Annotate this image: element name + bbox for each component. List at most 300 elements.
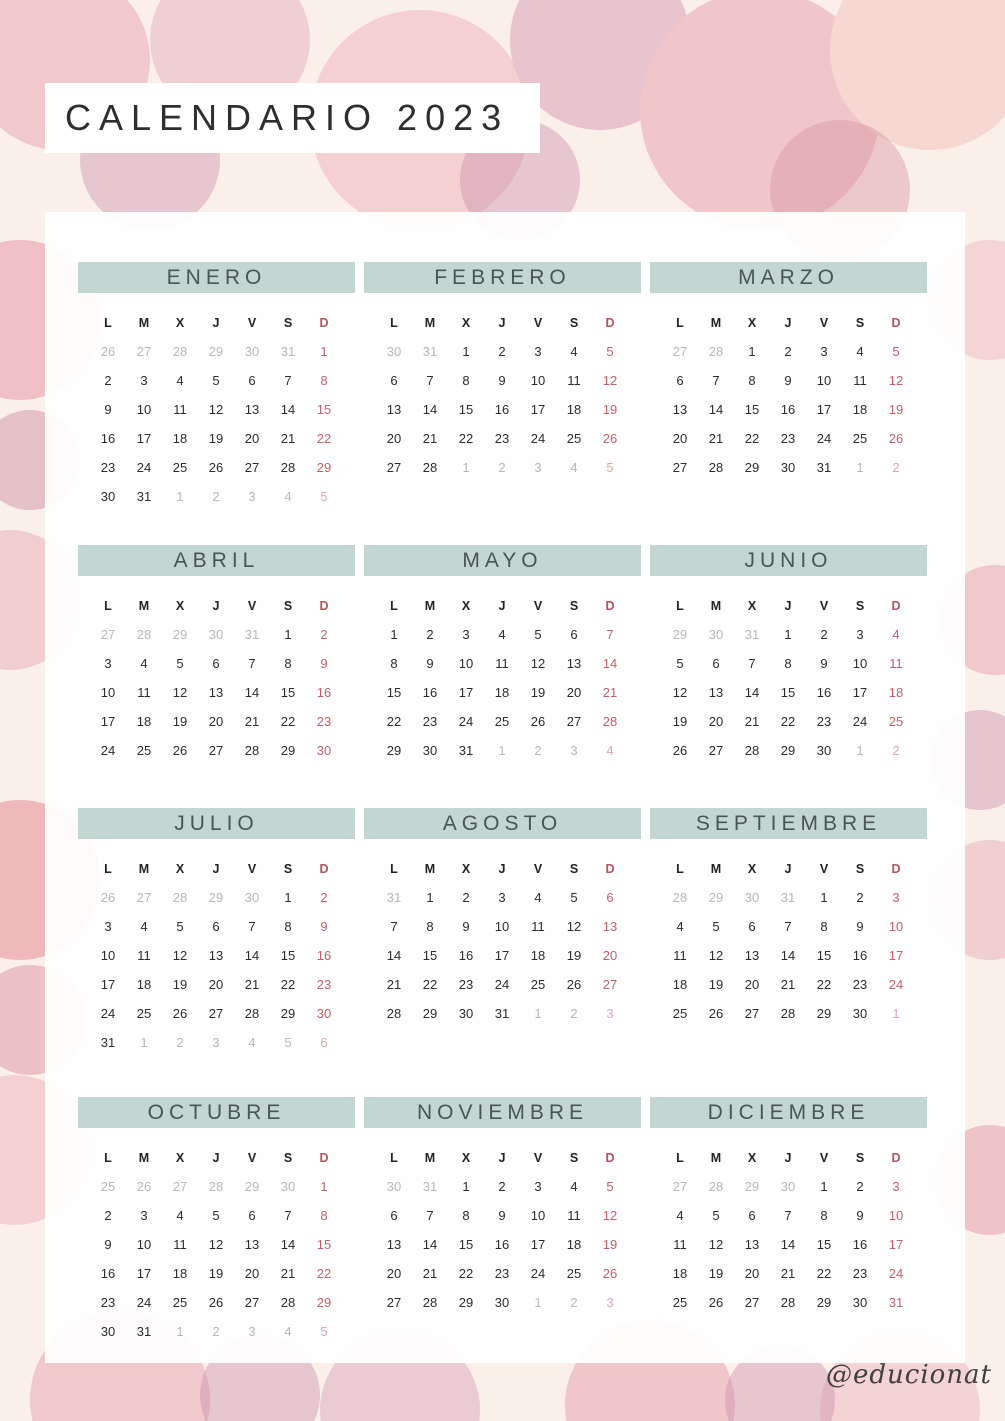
day-cell: 5 [534, 627, 542, 642]
day-cell: 20 [244, 431, 260, 446]
day-cell: 8 [820, 919, 828, 934]
day-cell: 31 [816, 460, 832, 475]
day-cell: 5 [676, 656, 684, 671]
day-cell: 6 [248, 1208, 256, 1223]
day-cell-other-month: 2 [534, 743, 542, 758]
weekday-label: M [138, 862, 150, 876]
week-row [90, 429, 355, 458]
day-cell: 27 [672, 460, 688, 475]
day-cell: 31 [100, 1035, 116, 1050]
month-agosto [364, 808, 641, 1033]
day-cell: 7 [784, 919, 792, 934]
day-cell: 25 [888, 714, 904, 729]
day-cell: 30 [852, 1006, 868, 1021]
weekday-label: J [212, 599, 220, 613]
day-cell: 22 [386, 714, 402, 729]
day-cell: 26 [208, 1295, 224, 1310]
weekday-label: D [319, 862, 329, 876]
weekday-label: M [710, 316, 722, 330]
day-cell: 17 [458, 685, 474, 700]
day-cell: 20 [602, 948, 618, 963]
day-cell-other-month: 31 [386, 890, 402, 905]
day-cell-other-month: 29 [208, 890, 224, 905]
weekday-label: S [855, 862, 865, 876]
week-row [662, 683, 927, 712]
day-cell-other-month: 28 [672, 890, 688, 905]
day-cell: 30 [316, 743, 332, 758]
day-cell: 16 [458, 948, 474, 963]
month-header: NOVIEMBRE [364, 1097, 641, 1128]
day-cell: 20 [208, 977, 224, 992]
day-cell: 26 [672, 743, 688, 758]
day-cell-other-month: 5 [606, 460, 614, 475]
day-cell: 7 [248, 919, 256, 934]
day-cell-other-month: 28 [172, 344, 188, 359]
weekday-label: D [319, 316, 329, 330]
day-cell: 22 [316, 431, 332, 446]
day-cell: 15 [816, 1237, 832, 1252]
week-row [376, 1206, 641, 1235]
day-cell: 25 [172, 460, 188, 475]
day-cell-other-month: 4 [606, 743, 614, 758]
day-cell: 23 [458, 977, 474, 992]
day-cell: 15 [744, 402, 760, 417]
week-row [662, 625, 927, 654]
day-cell: 20 [708, 714, 724, 729]
day-cell: 2 [856, 1179, 864, 1194]
week-row [90, 1235, 355, 1264]
day-cell: 17 [816, 402, 832, 417]
day-cell: 7 [426, 1208, 434, 1223]
day-cell: 27 [208, 743, 224, 758]
day-cell-other-month: 31 [280, 344, 296, 359]
week-row [376, 741, 641, 770]
weekday-label: V [247, 1151, 257, 1165]
day-cell-other-month: 3 [248, 489, 256, 504]
month-header: JUNIO [650, 545, 927, 576]
day-cell: 6 [748, 1208, 756, 1223]
day-cell-other-month: 1 [856, 460, 864, 475]
day-cell: 31 [888, 1295, 904, 1310]
day-cell: 27 [208, 1006, 224, 1021]
day-cell: 7 [248, 656, 256, 671]
day-cell: 3 [534, 344, 542, 359]
day-cell: 6 [212, 919, 220, 934]
day-cell: 10 [852, 656, 868, 671]
day-cell: 15 [780, 685, 796, 700]
day-cell-other-month: 29 [744, 1179, 760, 1194]
day-cell: 27 [386, 1295, 402, 1310]
day-cell-other-month: 26 [136, 1179, 152, 1194]
day-cell: 7 [390, 919, 398, 934]
week-row [376, 458, 641, 487]
day-cell: 7 [784, 1208, 792, 1223]
month-header: ABRIL [78, 545, 355, 576]
day-cell: 19 [672, 714, 688, 729]
day-cell: 26 [172, 743, 188, 758]
weekday-label: S [569, 316, 579, 330]
day-cell: 6 [676, 373, 684, 388]
day-cell: 22 [780, 714, 796, 729]
weekday-label: S [283, 862, 293, 876]
weekday-header-row [662, 859, 927, 888]
day-cell: 10 [136, 402, 152, 417]
week-row [90, 400, 355, 429]
day-cell: 26 [602, 1266, 618, 1281]
day-cell-other-month: 29 [172, 627, 188, 642]
day-cell: 14 [244, 685, 260, 700]
day-cell: 16 [100, 431, 116, 446]
month-marzo [650, 262, 927, 487]
day-cell: 24 [530, 431, 546, 446]
day-cell: 9 [784, 373, 792, 388]
week-row [376, 371, 641, 400]
weekday-label: V [247, 862, 257, 876]
day-cell: 27 [386, 460, 402, 475]
day-cell: 16 [494, 402, 510, 417]
day-cell: 6 [606, 890, 614, 905]
day-cell: 25 [172, 1295, 188, 1310]
weekday-label: L [104, 599, 112, 613]
day-cell: 29 [780, 743, 796, 758]
day-cell: 26 [708, 1006, 724, 1021]
day-cell: 29 [422, 1006, 438, 1021]
weekday-label: X [175, 862, 185, 876]
day-cell: 14 [280, 402, 296, 417]
week-row [662, 946, 927, 975]
day-cell: 8 [284, 656, 292, 671]
week-row [662, 1206, 927, 1235]
weekday-label: L [104, 316, 112, 330]
day-cell: 21 [280, 1266, 296, 1281]
day-cell: 17 [888, 1237, 904, 1252]
weekday-label: S [283, 316, 293, 330]
day-cell: 25 [852, 431, 868, 446]
day-cell: 8 [426, 919, 434, 934]
day-cell: 14 [780, 1237, 796, 1252]
week-row [662, 1004, 927, 1033]
day-cell: 17 [136, 431, 152, 446]
day-cell: 28 [708, 460, 724, 475]
day-cell-other-month: 30 [208, 627, 224, 642]
day-cell: 28 [422, 460, 438, 475]
weekday-label: X [175, 316, 185, 330]
day-cell: 13 [566, 656, 582, 671]
day-cell: 10 [530, 1208, 546, 1223]
day-cell: 30 [780, 460, 796, 475]
day-cell: 1 [784, 627, 792, 642]
day-cell: 21 [744, 714, 760, 729]
weekday-label: V [819, 862, 829, 876]
day-cell: 3 [104, 919, 112, 934]
day-cell: 22 [458, 431, 474, 446]
weekday-label: M [424, 316, 436, 330]
day-cell: 9 [820, 656, 828, 671]
weekday-label: L [676, 862, 684, 876]
day-cell: 24 [852, 714, 868, 729]
day-cell: 3 [820, 344, 828, 359]
week-row [90, 654, 355, 683]
weekday-label: L [676, 599, 684, 613]
day-cell: 26 [708, 1295, 724, 1310]
day-cell: 11 [853, 373, 867, 388]
weekday-label: L [390, 1151, 398, 1165]
day-cell: 8 [320, 1208, 328, 1223]
day-cell: 8 [820, 1208, 828, 1223]
week-row [90, 625, 355, 654]
day-cell-other-month: 28 [708, 1179, 724, 1194]
day-cell: 16 [100, 1266, 116, 1281]
day-cell-other-month: 30 [780, 1179, 796, 1194]
weekday-header-row [90, 1148, 355, 1177]
day-cell: 12 [172, 948, 188, 963]
day-cell: 24 [100, 743, 116, 758]
day-cell: 12 [566, 919, 582, 934]
day-cell: 13 [602, 919, 618, 934]
week-row [376, 683, 641, 712]
day-cell: 4 [140, 919, 148, 934]
day-cell-other-month: 4 [248, 1035, 256, 1050]
day-cell: 7 [748, 656, 756, 671]
day-cell-other-month: 30 [244, 890, 260, 905]
week-row [376, 1235, 641, 1264]
day-cell: 23 [780, 431, 796, 446]
week-row [376, 888, 641, 917]
weekday-label: J [212, 1151, 220, 1165]
day-cell: 17 [100, 714, 116, 729]
day-cell: 24 [816, 431, 832, 446]
day-cell: 6 [390, 373, 398, 388]
day-cell: 22 [280, 714, 296, 729]
day-cell: 6 [248, 373, 256, 388]
day-cell: 27 [602, 977, 618, 992]
day-cell: 16 [494, 1237, 510, 1252]
day-cell: 29 [816, 1006, 832, 1021]
day-cell: 17 [494, 948, 510, 963]
weekday-label: J [212, 862, 220, 876]
day-cell: 12 [602, 373, 618, 388]
weekday-label: M [710, 1151, 722, 1165]
day-cell: 24 [888, 1266, 904, 1281]
day-cell: 21 [780, 977, 796, 992]
day-cell-other-month: 27 [136, 344, 152, 359]
month-header: FEBRERO [364, 262, 641, 293]
week-row [662, 888, 927, 917]
weekday-label: X [461, 599, 471, 613]
day-cell-other-month: 27 [172, 1179, 188, 1194]
day-cell: 12 [708, 1237, 724, 1252]
day-cell: 14 [708, 402, 724, 417]
day-cell: 31 [136, 489, 152, 504]
day-cell: 7 [284, 373, 292, 388]
weekday-label: M [138, 1151, 150, 1165]
day-cell: 18 [566, 1237, 582, 1252]
day-cell: 27 [244, 460, 260, 475]
day-cell: 10 [100, 685, 116, 700]
day-cell: 26 [602, 431, 618, 446]
weekday-label: V [533, 1151, 543, 1165]
weekday-label: L [390, 316, 398, 330]
day-cell: 31 [458, 743, 474, 758]
day-cell: 17 [888, 948, 904, 963]
day-cell-other-month: 2 [570, 1006, 578, 1021]
day-cell: 29 [280, 743, 296, 758]
day-cell: 4 [534, 890, 542, 905]
weekday-label: J [784, 862, 792, 876]
day-cell: 1 [390, 627, 398, 642]
day-cell: 22 [280, 977, 296, 992]
day-cell: 8 [390, 656, 398, 671]
weekday-label: S [569, 1151, 579, 1165]
day-cell-other-month: 30 [244, 344, 260, 359]
day-cell: 11 [567, 373, 581, 388]
day-cell: 13 [386, 1237, 402, 1252]
day-cell-other-month: 2 [570, 1295, 578, 1310]
day-cell: 21 [280, 431, 296, 446]
day-cell: 5 [212, 1208, 220, 1223]
weekday-label: S [283, 1151, 293, 1165]
weekday-label: L [390, 599, 398, 613]
weekday-label: X [747, 1151, 757, 1165]
day-cell: 11 [567, 1208, 581, 1223]
weekday-label: V [533, 316, 543, 330]
day-cell: 14 [280, 1237, 296, 1252]
week-row [662, 1264, 927, 1293]
day-cell: 21 [422, 431, 438, 446]
day-cell-other-month: 27 [136, 890, 152, 905]
day-cell: 5 [176, 656, 184, 671]
day-cell: 1 [426, 890, 434, 905]
day-cell: 25 [672, 1295, 688, 1310]
weekday-label: D [605, 316, 615, 330]
day-cell-other-month: 25 [100, 1179, 116, 1194]
day-cell-other-month: 4 [284, 489, 292, 504]
day-cell-other-month: 2 [176, 1035, 184, 1050]
day-cell: 20 [566, 685, 582, 700]
signature: @educionat [826, 1360, 992, 1390]
day-cell-other-month: 1 [462, 460, 470, 475]
week-row [662, 712, 927, 741]
day-cell-other-month: 30 [280, 1179, 296, 1194]
day-cell: 22 [816, 1266, 832, 1281]
month-julio [78, 808, 355, 1062]
day-cell-other-month: 3 [212, 1035, 220, 1050]
day-cell: 13 [744, 1237, 760, 1252]
week-row [376, 625, 641, 654]
day-cell: 24 [100, 1006, 116, 1021]
day-cell: 2 [320, 627, 328, 642]
day-cell: 29 [386, 743, 402, 758]
day-cell: 18 [172, 1266, 188, 1281]
day-cell: 6 [570, 627, 578, 642]
day-cell: 10 [888, 919, 904, 934]
day-cell: 24 [888, 977, 904, 992]
day-cell-other-month: 3 [570, 743, 578, 758]
week-row [662, 917, 927, 946]
day-cell: 24 [530, 1266, 546, 1281]
day-cell: 23 [816, 714, 832, 729]
day-cell: 23 [316, 714, 332, 729]
day-cell: 20 [386, 431, 402, 446]
week-row [90, 1206, 355, 1235]
day-cell: 29 [458, 1295, 474, 1310]
day-cell: 8 [284, 919, 292, 934]
day-cell: 18 [888, 685, 904, 700]
week-row [90, 458, 355, 487]
month-junio [650, 545, 927, 770]
week-row [90, 1322, 355, 1351]
week-row [376, 1004, 641, 1033]
weekday-label: V [819, 1151, 829, 1165]
weekday-label: D [891, 316, 901, 330]
week-row [376, 654, 641, 683]
weekday-label: S [855, 1151, 865, 1165]
day-cell: 23 [852, 1266, 868, 1281]
day-cell: 21 [386, 977, 402, 992]
day-cell: 30 [100, 489, 116, 504]
week-row [376, 400, 641, 429]
day-cell: 9 [320, 656, 328, 671]
weekday-header-row [90, 313, 355, 342]
month-header: MARZO [650, 262, 927, 293]
day-cell: 24 [136, 1295, 152, 1310]
day-cell: 3 [140, 1208, 148, 1223]
day-cell-other-month: 1 [534, 1006, 542, 1021]
week-row [90, 946, 355, 975]
day-cell-other-month: 4 [284, 1324, 292, 1339]
weekday-label: V [819, 316, 829, 330]
day-cell: 9 [498, 1208, 506, 1223]
day-cell: 30 [494, 1295, 510, 1310]
week-row [376, 1264, 641, 1293]
day-cell: 4 [176, 373, 184, 388]
day-cell: 7 [606, 627, 614, 642]
weekday-label: S [855, 316, 865, 330]
day-cell: 23 [422, 714, 438, 729]
month-septiembre [650, 808, 927, 1033]
day-cell: 28 [280, 1295, 296, 1310]
day-cell: 5 [570, 890, 578, 905]
weekday-header-row [90, 859, 355, 888]
day-cell: 11 [531, 919, 545, 934]
day-cell: 1 [748, 344, 756, 359]
day-cell: 3 [892, 1179, 900, 1194]
day-cell: 3 [140, 373, 148, 388]
day-cell: 15 [316, 402, 332, 417]
month-abril [78, 545, 355, 770]
day-cell: 15 [422, 948, 438, 963]
day-cell: 10 [136, 1237, 152, 1252]
day-cell: 23 [494, 431, 510, 446]
day-cell-other-month: 1 [534, 1295, 542, 1310]
weekday-label: S [283, 599, 293, 613]
day-cell: 1 [462, 1179, 470, 1194]
day-cell: 6 [390, 1208, 398, 1223]
day-cell: 5 [176, 919, 184, 934]
day-cell: 2 [784, 344, 792, 359]
day-cell: 15 [816, 948, 832, 963]
day-cell: 20 [244, 1266, 260, 1281]
day-cell: 4 [176, 1208, 184, 1223]
month-febrero [364, 262, 641, 487]
day-cell: 20 [744, 1266, 760, 1281]
day-cell: 18 [136, 977, 152, 992]
day-cell: 4 [570, 1179, 578, 1194]
day-cell: 2 [856, 890, 864, 905]
weekday-label: S [855, 599, 865, 613]
day-cell: 17 [530, 1237, 546, 1252]
day-cell: 30 [852, 1295, 868, 1310]
